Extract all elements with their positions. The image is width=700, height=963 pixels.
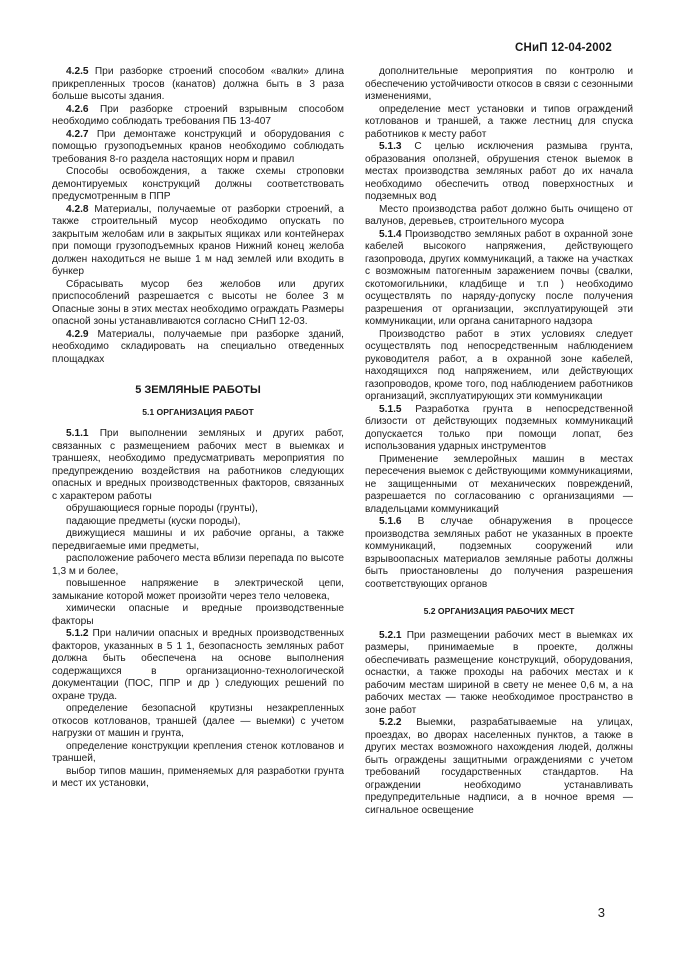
paragraph-text: обрушающиеся горные породы (грунты), [66, 503, 258, 514]
paragraph-text: определение конструкции крепления стенок котлованов и траншей, [52, 740, 344, 764]
paragraph [52, 66, 344, 104]
subsection-title-5-2: 5.2 ОРГАНИЗАЦИЯ РАБОЧИХ МЕСТ [423, 606, 575, 616]
right-paragraphs [365, 66, 633, 591]
clause-number: 4.2.6 [66, 103, 89, 115]
left-paragraphs [52, 66, 344, 366]
clause-number: 4.2.9 [66, 328, 89, 340]
paragraph [365, 717, 633, 817]
clause-number: 5.1.5 [379, 403, 402, 415]
paragraph [52, 578, 344, 603]
paragraph-text: Производство работ в этих условиях следует осуществлять под непосредственным наблюдением руководителя работ, а в охранной зоне кабелей, находящихся под напряжением, или действующих газопроводов, кроме того, под наблюдением работников организаций, эксплуатирующих эти коммуникации [365, 328, 633, 402]
paragraph [52, 766, 344, 791]
right-paragraphs-5-2 [365, 630, 633, 818]
paragraph-text: При разборке строений способом «валки» длина прикрепленных тросов (канатов) должна быть в 3 раза больше высоты здания. [52, 66, 344, 102]
clause-number: 5.2.1 [379, 629, 402, 641]
paragraph-text: расположение рабочего места вблизи перепада по высоте 1,3 м и более, [52, 553, 344, 577]
paragraph [52, 104, 344, 129]
clause-number: 5.1.3 [379, 141, 402, 152]
paragraph [52, 553, 344, 578]
paragraph-text: Производство земляных работ в охранной зоне кабелей высокого напряжения, действующего газопровода, других коммуникаций, а также на участках с возможным патогенным заражением почвы (свалки, скотомогильники, кладбище и т.п ) необходимо осуществлять по наряду-допуску после получения разрешения от организации, эксплуатирующей эти коммуникации, или органа санитарного надзора [365, 228, 633, 327]
subsection-title-5-1: 5.1 ОРГАНИЗАЦИЯ РАБОТ [142, 406, 254, 417]
clause-number: 4.2.7 [66, 128, 89, 140]
paragraph [52, 528, 344, 553]
clause-number: 5.1.1 [66, 428, 89, 439]
paragraph [52, 603, 344, 628]
paragraph-text: Выемки, разрабатываемые на улицах, проездах, во дворах населенных пунктов, а также в других местах возможного нахождения людей, должны быть ограждены защитными ограждениями с учетом требований государственных стандартов. На ограждении необходимо устанавливать предупредительные надписи, а в ночное время — сигнальное освещение [365, 717, 633, 816]
clause-number: 5.2.2 [379, 717, 402, 728]
clause-number: 4.2.8 [66, 203, 89, 215]
paragraph [52, 741, 344, 766]
paragraph [52, 503, 344, 516]
paragraph [365, 104, 633, 142]
paragraph [365, 66, 633, 104]
clause-number: 5.1.6 [379, 516, 402, 527]
paragraph [365, 454, 633, 517]
paragraph-text: При наличии опасных и вредных производственных факторов, указанных в 5 1 1, безопасность земляных работ должна быть обеспечена на основе выполнения содержащихся в организационно-технологической документации (ПОС, ППР и др ) следующих решений по охране труда. [52, 628, 344, 702]
paragraph-text: В случае обнаружения в процессе производства земляных работ не указанных в проекте коммуникаций, подземных сооружений или взрывоопасных материалов земляные работы должны быть приостановлены до получения разрешения соответствующих органов [365, 516, 633, 590]
paragraph-text: дополнительные мероприятия по контролю и обеспечению устойчивости откосов в связи с сезонными изменениями, [365, 66, 633, 102]
paragraph-text: Материалы, получаемые от разборки строений, а также строительный мусор необходимо опускать по закрытым желобам или в закрытых ящиках или контейнерах при помощи грузоподъемных кранов Нижний конец желоба должен находиться не выше 1 м над землей или входить в бункер [52, 203, 344, 277]
paragraph [52, 703, 344, 741]
paragraph [52, 516, 344, 529]
paragraph-text: определение мест установки и типов ограждений котлованов и траншей, а также лестниц для спуска работников к месту работ [365, 103, 633, 140]
right-column [365, 66, 633, 817]
paragraph-text: Применение землеройных машин в местах пересечения выемок с действующими коммуникациями, не защищенными от механических повреждений, разрешается по согласованию с организациями — владельцами коммуникаций [365, 453, 633, 515]
paragraph [365, 329, 633, 404]
paragraph [365, 229, 633, 329]
paragraph-text: При выполнении земляных и других работ, связанных с размещением рабочих мест в выемках и траншеях, необходимо предусматривать мероприятия по предупреждению воздействия на работников следующих опасных и вредных производственных факторов, связанных с характером работы [52, 428, 344, 502]
paragraph-text: Материалы, получаемые при разборке зданий, необходимо складировать на специально отведенных площадках [52, 328, 344, 365]
paragraph-text: При демонтаже конструкций и оборудования с помощью грузоподъемных кранов необходимо соблюдать требования 8-го раздела настоящих норм и правил [52, 128, 344, 165]
clause-number: 5.1.2 [66, 628, 89, 639]
paragraph-text: определение безопасной крутизны незакрепленных откосов котлованов, траншей (далее — выемки) с учетом нагрузки от машин и грунта, [52, 703, 344, 739]
paragraph-text: Способы освобождения, а также схемы строповки демонтируемых конструкций должны соответствовать предусмотренным в ППР [52, 166, 344, 202]
paragraph-text: Место производства работ должно быть очищено от валунов, деревьев, строительного мусора [365, 203, 633, 227]
paragraph-text: Разработка грунта в непосредственной близости от действующих подземных коммуникаций допускается только при помощи лопат, без использования ударных инструментов [365, 403, 633, 452]
paragraph-text: выбор типов машин, применяемых для разработки грунта и мест их установки, [52, 765, 344, 789]
paragraph-text: При размещении рабочих мест в выемках их размеры, принимаемые в проекте, должны обеспечивать размещение конструкций, оборудования, оснастки, а также проходы на рабочих местах и к рабочим местам шириной в свету не менее 0,6 м, а на рабочих местах — также необходимое пространство в зоне работ [365, 629, 633, 716]
paragraph [52, 279, 344, 329]
left-paragraphs-5-1 [52, 428, 344, 791]
page-number: 3 [597, 905, 605, 920]
paragraph-text: При разборке строений взрывным способом необходимо соблюдать требования ПБ 13-407 [52, 103, 344, 127]
paragraph [365, 204, 633, 229]
paragraph [365, 141, 633, 204]
paragraph-text: падающие предметы (куски породы), [66, 515, 241, 527]
left-column [52, 66, 344, 791]
paragraph-text: С целью исключения размыва грунта, образования оползней, обрушения стенок выемок в местах производства земляных работ до их начала необходимо обеспечить отвод поверхностных и подземных вод [365, 141, 633, 202]
paragraph [52, 166, 344, 204]
paragraph [52, 329, 344, 367]
paragraph-text: химически опасные и вредные производственные факторы [52, 603, 344, 627]
paragraph [365, 404, 633, 454]
running-header: СНиП 12-04-2002 [515, 42, 612, 54]
paragraph-text: Сбрасывать мусор без желобов или других приспособлений разрешается с высоты не более 3 м Опасные зоны в этих местах необходимо ограждать Размеры опасной зоны устанавливаются согласно СНиП 12-03. [52, 278, 344, 327]
clause-number: 5.1.4 [379, 228, 402, 240]
paragraph-text: движущиеся машины и их рабочие органы, а также передвигаемые ими предметы, [52, 528, 344, 552]
paragraph-text: повышенное напряжение в электрической цепи, замыкание которой может произойти через тело человека, [52, 578, 344, 602]
paragraph [52, 129, 344, 167]
paragraph [52, 204, 344, 279]
paragraph [365, 630, 633, 718]
paragraph [52, 428, 344, 503]
section-title: 5 ЗЕМЛЯНЫЕ РАБОТЫ [135, 384, 261, 396]
clause-number: 4.2.5 [66, 66, 89, 77]
paragraph [365, 516, 633, 591]
paragraph [52, 628, 344, 703]
